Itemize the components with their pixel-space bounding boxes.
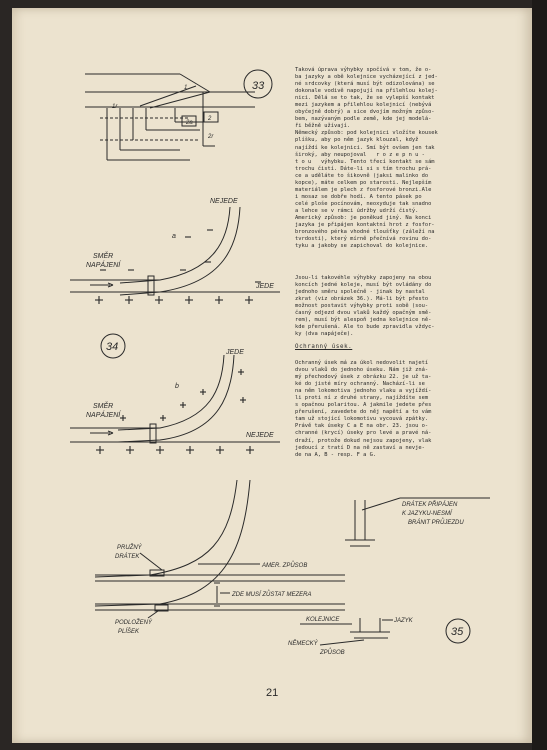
fig34b-letter: b bbox=[175, 383, 179, 390]
fig34a-smer: SMĚR bbox=[93, 253, 114, 260]
figure-33-turnout-wiring bbox=[85, 70, 272, 160]
paragraph-2: Jsou-li takovéhle výhybky zapojeny na obou koncích jedné koleje, musí být ovládány do jednoho směru společně - jinak by nastal zkrat (viz obrázek 36.). Má-li být přesto možnost postavit výhybky proti sobě (sou- časný odjezd dvou vlaků každý opačným smě- rem), musí být alespoň jedna kolejnice ně- kde přerušená. Ale to bude zpravidla vždyc- ky (dva napáječe). bbox=[295, 275, 435, 338]
section-heading: Ochranný úsek. bbox=[295, 344, 353, 350]
fig34b-napajeni: NAPÁJENÍ bbox=[86, 412, 121, 419]
fig35-k-jazyku: K JAZYKU-NESMÍ bbox=[402, 511, 452, 517]
fig33-label-2r: 2r bbox=[208, 134, 214, 140]
fig34a-jede: JEDE bbox=[256, 283, 274, 290]
page-number: 21 bbox=[266, 687, 279, 699]
fig35-pruzny: PRUŽNÝ bbox=[117, 545, 142, 551]
fig33-label-1: 1 bbox=[184, 85, 188, 91]
fig35-dratek-pripajen: DRÁTEK PŘIPÁJEN bbox=[402, 502, 458, 508]
fig33-label-2a: 2a bbox=[186, 120, 193, 126]
fig35-nemecky: NĚMECKÝ bbox=[288, 641, 318, 647]
fig35-number: 35 bbox=[451, 626, 464, 638]
paragraph-3: Ochranný úsek má za úkol nedovolit najetí dvou vlaků do jednoho úseku. Nám již zná- mý přechodový úsek z obrázku 22. je už ta- ké do jisté míry ochranný. Nachází-li se na něm lokomotiva jednoho vlaku a vyjíždí- li proti ní z druhé strany, najíždíte sem s opačnou polaritou. A jakmile jedete přes přerušení, zavedete do něj napětí a to vám tam už stojící lokomotivu vycouvá zpátky. Právě tak úseky C a E na obr. 23. jsou o- chranné (krycí) úseky pro levé a pravé ná- draží, protože dokud nejsou zapojeny, vlak jedoucí z tratí D na ně zastaví a nevje- de na A, B - resp. F a G. bbox=[295, 360, 432, 458]
fig34b-nejede: NEJEDE bbox=[246, 432, 274, 439]
fig34b-smer: SMĚR bbox=[93, 403, 114, 410]
paragraph-1: Taková úprava výhybky spočívá v tom, že o- ba jazyky a obě kolejnice vycházející z jed- né srdcovky (která musí být odizolována) se dokonale vodivě napojují na přilehlou kolej- nici. Dělá se to tak, že se vylepší kontakt mezi jazykem a přilehlou kolejnicí (nebývá obyčejně dobrý) a sice dvojím možným způso- bem, nazývaným podle země, kde jej modelá- ři běžně užívají. Německý způsob: pod kolejnici vložíte kousek plíšku, aby po něm jazyk klouzal, když najíždí ke kolejnici. Smí být ovšem jen tak široký, aby neupojoval r o z e p n u - t o u výhybku. Tento třecí kontakt se sám trochu čistí. Dáte-li si s tím trochu prá- ce a uděláte to šikovně (jaksi malinko do kopce), máte celkem po starosti. Nejlepším materiálem je plech z fosforové bronzi.Ale i mosaz se dobře hodí. A tento pásek po celé ploše pocínovám, neoxyduje tak snadno a lehce se v rámci údržby udrží čistý. Americký způsob: je poněkud jiný. Na konci jazyka je připájen kontaktní hrot z fosfor- bronzového pérka vhodné tloušťky (záleží na tvrdosti), který mírně přečnívá rovinu do- tyku a jakoby se zapichoval do kolejnice. bbox=[295, 67, 438, 250]
fig34a-letter: a bbox=[172, 233, 176, 240]
fig35-jazyk: JAZYK bbox=[394, 618, 413, 624]
fig33-number: 33 bbox=[252, 80, 265, 92]
fig35-kolejnice: KOLEJNICE bbox=[306, 617, 340, 623]
fig34a-napajeni: NAPÁJENÍ bbox=[86, 262, 121, 269]
fig34-number: 34 bbox=[106, 341, 119, 353]
fig33-label-1r: 1r bbox=[112, 104, 118, 110]
text-block-turnout-wiring bbox=[295, 275, 495, 338]
fig34b-jede: JEDE bbox=[226, 349, 244, 356]
text-block-turnout-contact bbox=[295, 67, 495, 250]
fig35-podlozeny: PODLOŽENÝ bbox=[115, 620, 153, 626]
fig34a-nejede: NEJEDE bbox=[210, 198, 238, 205]
fig35-branit: BRÁNIT PRŮJEZDU bbox=[408, 520, 464, 526]
fig35-dratek: DRÁTEK bbox=[115, 554, 140, 560]
fig35-plisek: PLÍŠEK bbox=[118, 629, 140, 635]
fig35-amer-zpusob: AMER. ZPŮSOB bbox=[262, 563, 308, 569]
fig35-zpusob: ZPŮSOB bbox=[320, 650, 345, 656]
fig33-label-2: 2 bbox=[208, 116, 212, 122]
text-block-protective-section bbox=[295, 360, 495, 459]
fig35-mezera: ZDE MUSÍ ZŮSTAT MEZERA bbox=[232, 592, 312, 598]
